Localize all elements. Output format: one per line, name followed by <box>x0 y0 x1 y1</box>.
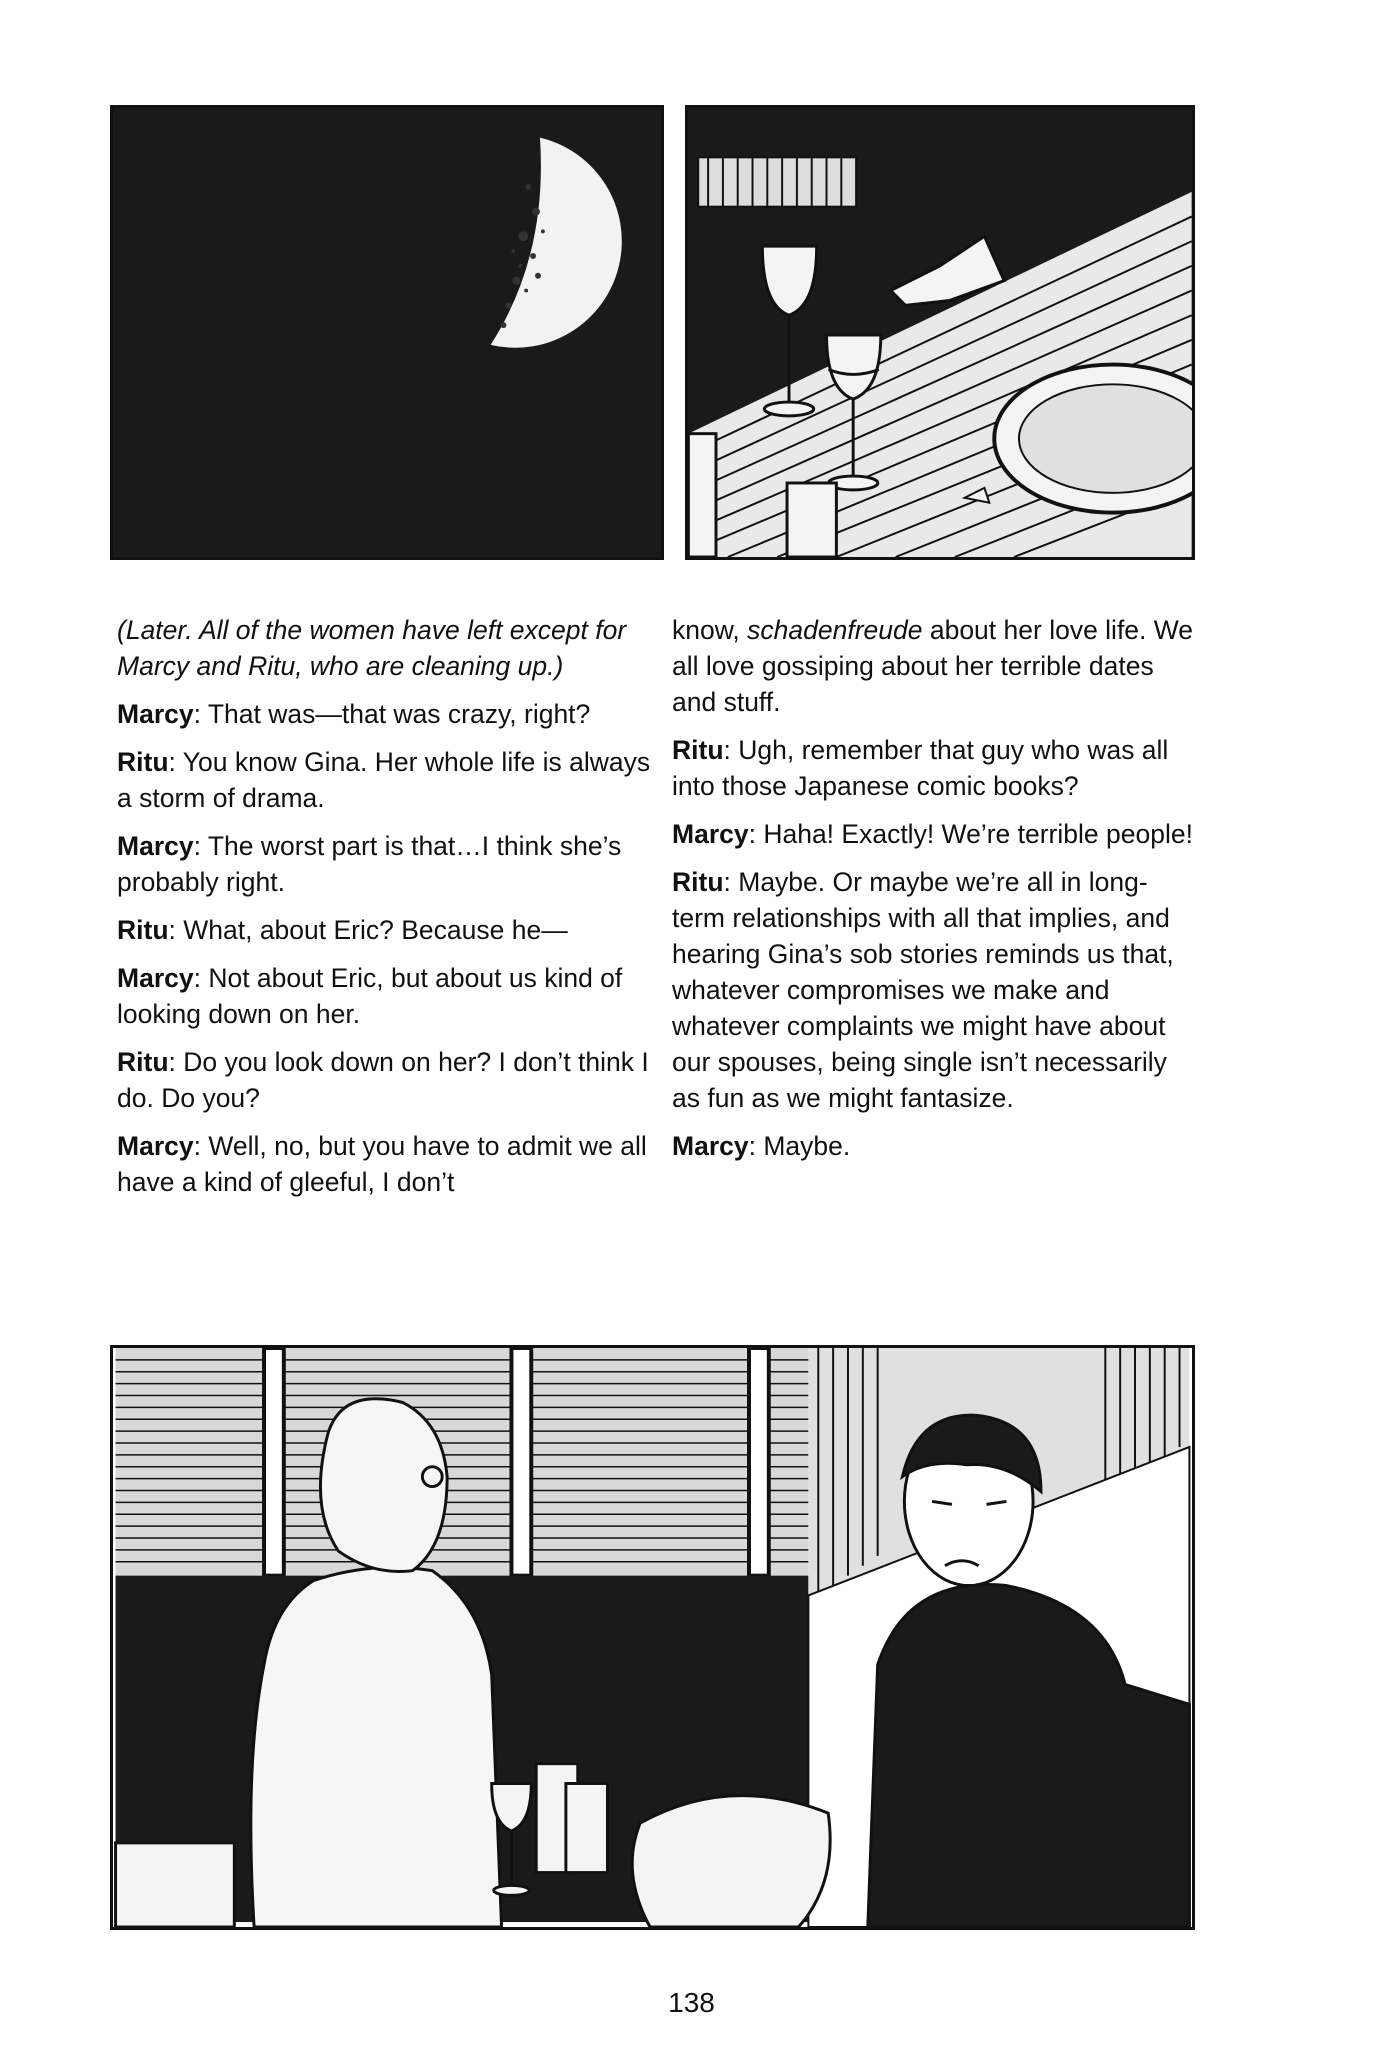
dialogue-line: Ritu: What, about Eric? Because he— <box>117 915 568 945</box>
dialogue-line: Marcy: Haha! Exactly! We’re terrible people! <box>672 819 1193 849</box>
dialogue-line: Ritu: Ugh, remember that guy who was all into those Japanese comic books? <box>672 735 1169 801</box>
dialogue-line: Marcy: Maybe. <box>672 1131 851 1161</box>
table-scene <box>688 108 1192 557</box>
panel-moon <box>110 105 664 560</box>
dialogue-line: Marcy: Well, no, but you have to admit we all have a kind of gleeful, I don’t <box>117 1131 647 1197</box>
dialogue-line: Marcy: That was—that was crazy, right? <box>117 699 591 729</box>
panel-kitchen <box>110 1345 1195 1930</box>
dialogue-line: Ritu: You know Gina. Her whole life is always a storm of drama. <box>117 747 651 813</box>
dialogue-column-right <box>672 612 1197 1176</box>
dialogue-line-continued: know, schadenfreude about her love life. We all love gossiping about her terrible dates and stuff. <box>672 615 1194 717</box>
dialogue-line: Ritu: Maybe. Or maybe we’re all in long-term relationships with all that implies, and hearing Gina’s sob stories reminds us that, whatever compromises we make and whatever complaints we might have about our spouses, being single isn’t necessarily as fun as we might fantasize. <box>672 867 1174 1113</box>
kitchen-scene <box>113 1348 1192 1927</box>
dialogue-line: Marcy: Not about Eric, but about us kind of looking down on her. <box>117 963 623 1029</box>
panel-table <box>685 105 1195 560</box>
dialogue-column-left <box>117 612 652 1212</box>
page-number: 138 <box>668 1987 715 2018</box>
dialogue-line: Marcy: The worst part is that…I think she’s probably right. <box>117 831 622 897</box>
moon-icon <box>113 108 661 557</box>
stage-direction: (Later. All of the women have left except for Marcy and Ritu, who are cleaning up.) <box>117 615 627 681</box>
dialogue-line: Ritu: Do you look down on her? I don’t think I do. Do you? <box>117 1047 649 1113</box>
